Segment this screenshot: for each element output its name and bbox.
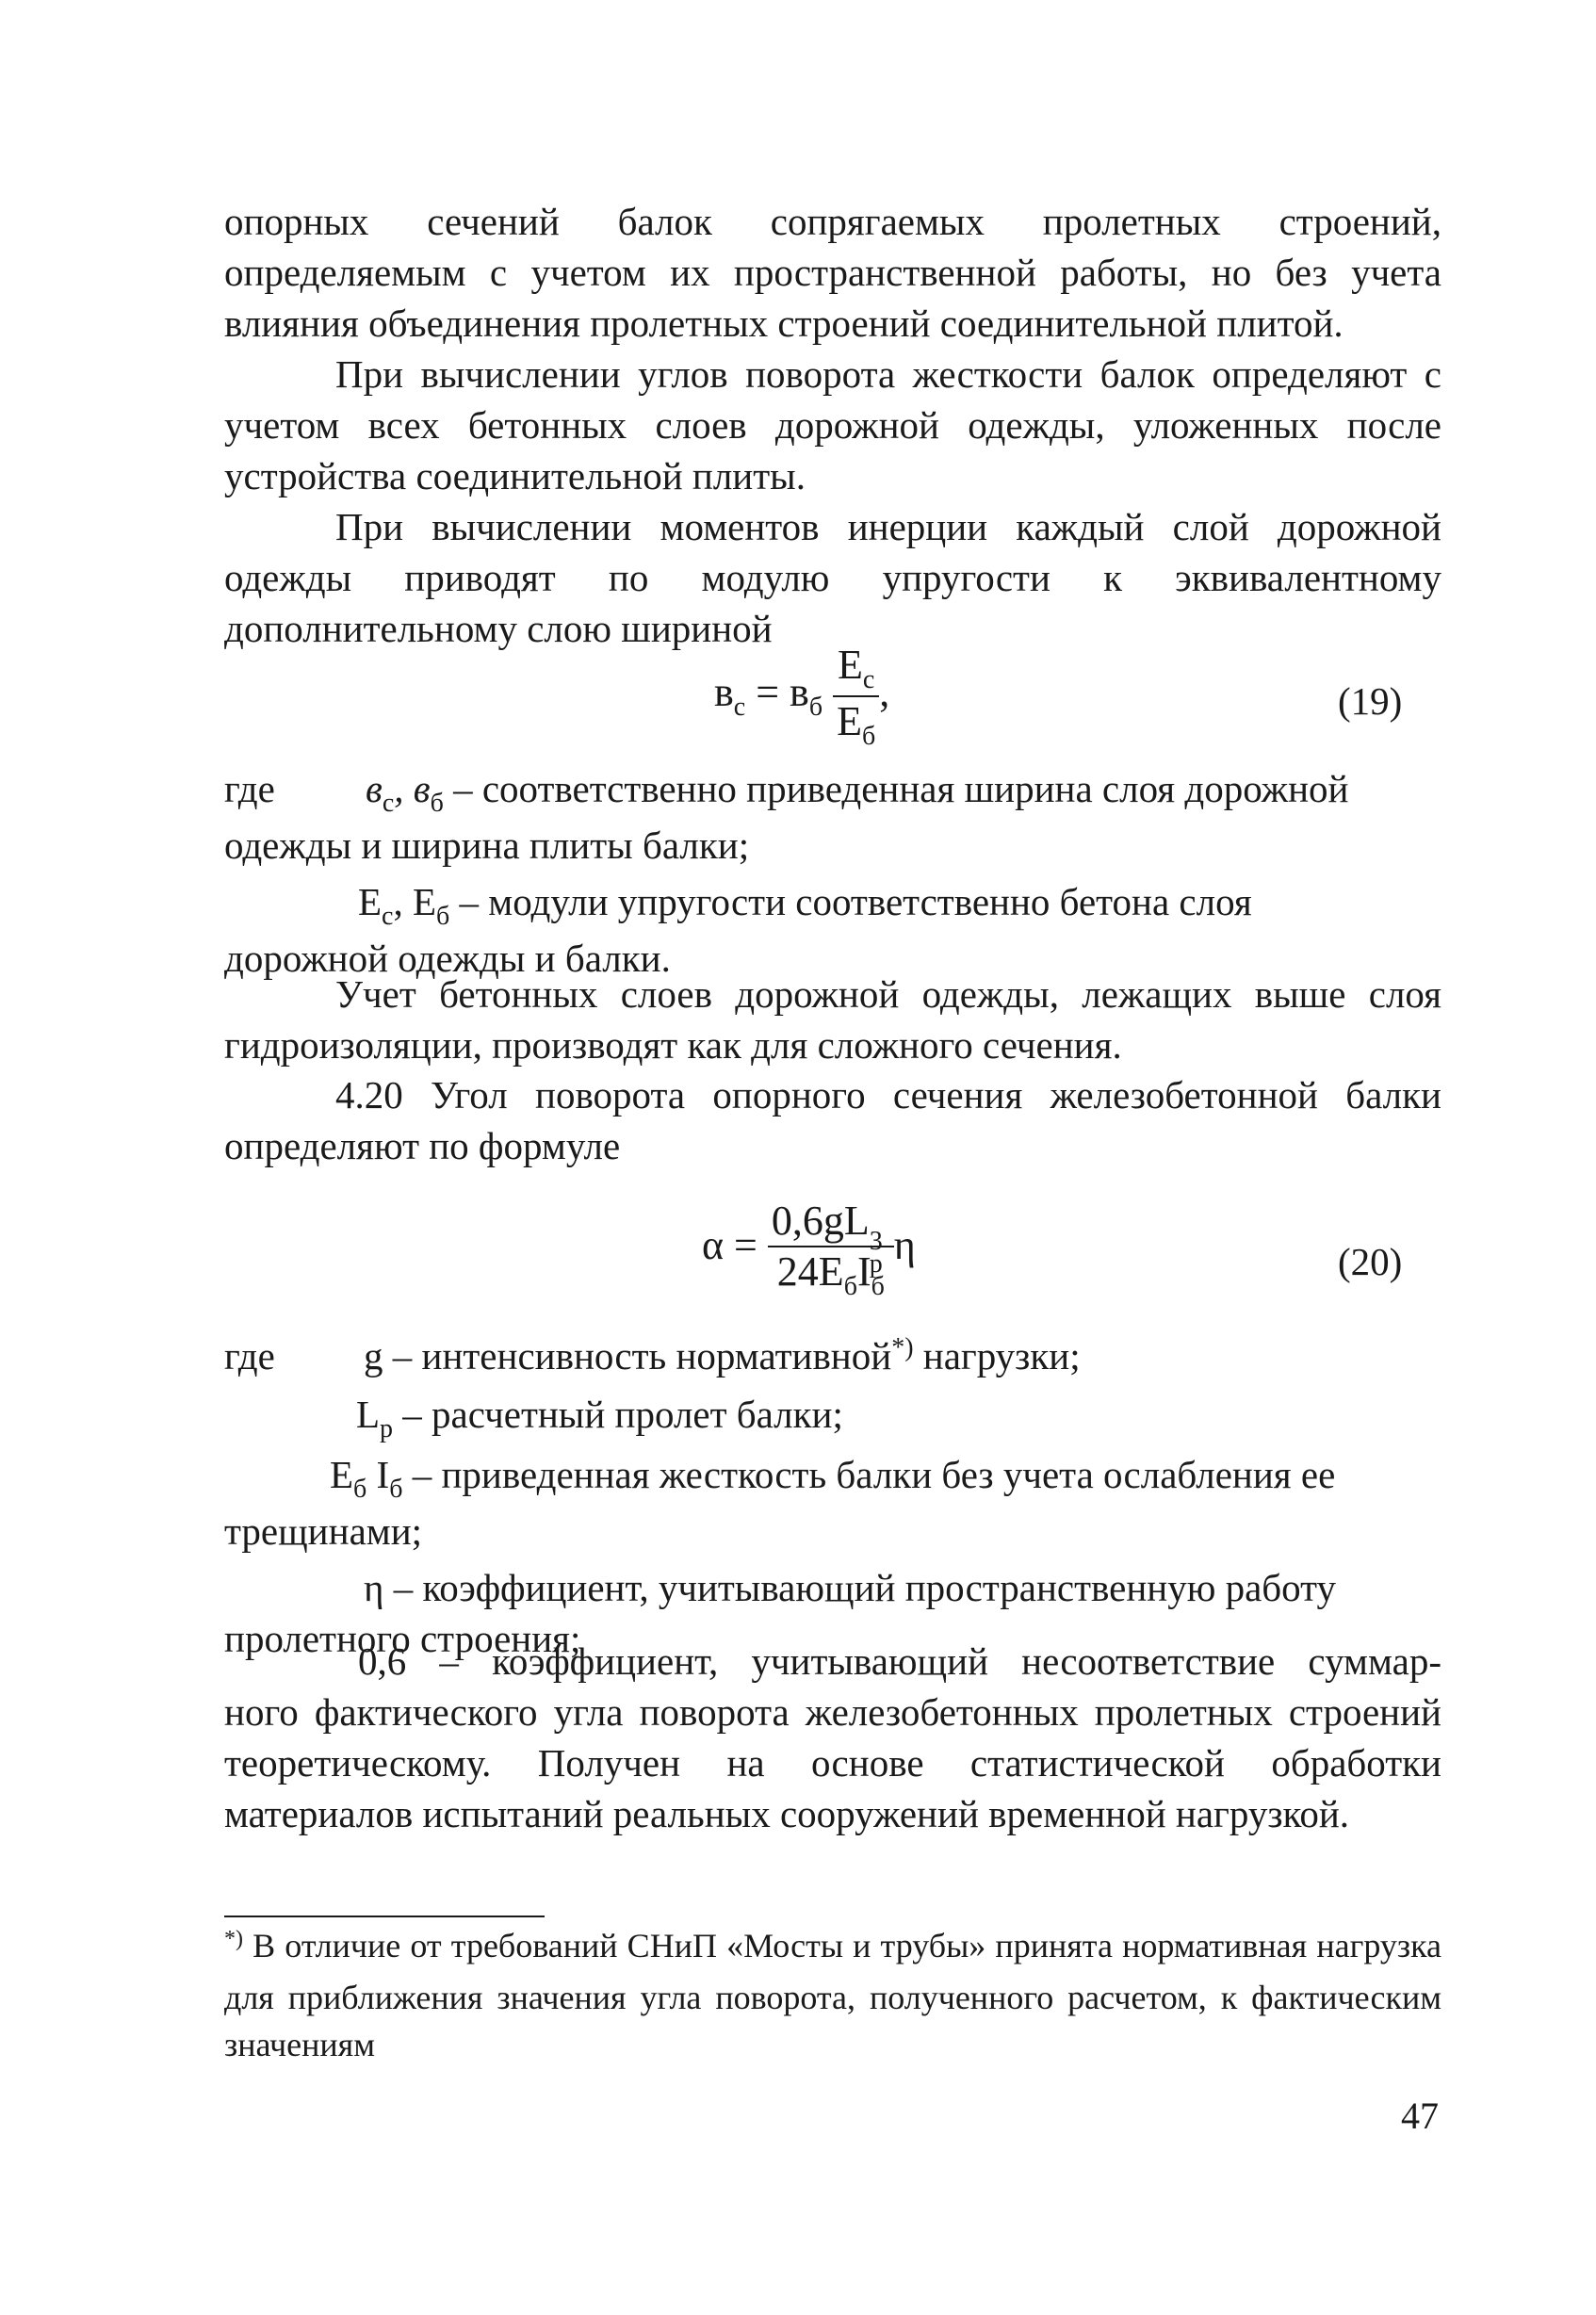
formula-20: α = 0,6gL 3 р $24Е_бI_б$ η [702, 1198, 916, 1301]
where-20-line-eta: η – коэффициент, учитывающий пространственную работу [364, 1566, 1337, 1609]
paragraph-6-rest: ного фактического угла поворота железобетонных пролетных строений теоретическому. Получен на основе статистической обработки материалов испытаний реальных сооружений временной нагрузкой. [224, 1690, 1441, 1835]
footnote-text: *) В отличие от требований СНиП «Мосты и трубы» принята нормативная нагрузка для приближения значения угла поворота, полученного расчетом, к фактическим значениям [224, 1927, 1441, 2063]
where-20-line-l: $L_р$ – расчетный пролет балки; [356, 1393, 843, 1443]
paragraph-3 [224, 501, 1441, 654]
footnote-separator [224, 1916, 545, 1917]
paragraph-1-rest: определяемым с учетом их пространственной работы, но без учета влияния объединения пролетных строений соединительной плитой. [224, 251, 1441, 345]
where-19-line-4: дорожной одежды и балки. [224, 937, 671, 980]
paragraph-2 [224, 349, 1441, 501]
paragraph-6 [224, 1636, 1441, 1839]
where-20-line-eta-cont: пролетного строения; [224, 1617, 581, 1660]
footnote [224, 1922, 1441, 2068]
equation-number-19: (19) [1338, 679, 1403, 723]
paragraph-5 [224, 1069, 1441, 1171]
paragraph-2-text: При вычислении углов поворота жесткости балок определяют с учетом всех бетонных слоев дорожной одежды, уложенных после устройства соединительной плиты. [224, 352, 1441, 497]
paragraph-3-text: При вычислении моментов инерции каждый слой дорожной одежды приводят по модулю упругости к эквивалентному дополнительному слою шириной [224, 505, 1441, 650]
equation-number-20: (20) [1338, 1240, 1403, 1283]
where-19 [224, 763, 1441, 984]
paragraph-6-line-1: 0,6 – коэффициент, учитывающий несоответствие суммар- [358, 1639, 1441, 1683]
formula-19: $в_с = в_б$ $\frac{Е_с}{Е_б}$ , [714, 642, 890, 751]
paragraph-4 [224, 969, 1441, 1070]
where-19-line-2: одежды и ширина плиты балки; [224, 823, 750, 867]
where-19-line-1: где $в_с$, $в_б$ – соответственно приведенная ширина слоя дорожной [224, 767, 1349, 818]
where-20-line-g: где g – интенсивность нормативной*) нагрузки; [224, 1333, 1081, 1378]
where-20-line-ei-cont: трещинами; [224, 1509, 423, 1553]
formula-19-fraction: $\frac{Е_с}{Е_б}$ [833, 641, 879, 752]
page-number: 47 [1401, 2095, 1439, 2137]
paragraph-1-line-1: опорных сечений балок сопрягаемых пролетных строений, [224, 200, 1441, 243]
where-19-line-3: $Е_с$, $Е_б$ – модули упругости соответственно бетона слоя [358, 880, 1252, 931]
where-20-line-ei: $Е_б$ $I_б$ – приведенная жесткость балки без учета ослабления ее [330, 1453, 1336, 1504]
paragraph-4-text: Учет бетонных слоев дорожной одежды, лежащих выше слоя гидроизоляции, производят как для сложного сечения. [224, 972, 1441, 1067]
paragraph-1 [224, 196, 1441, 349]
paragraph-5-text: 4.20 Угол поворота опорного сечения железобетонной балки определяют по формуле [224, 1073, 1441, 1167]
where-20 [224, 1330, 1441, 1664]
formula-20-fraction: 0,6gL 3 р $24Е_бI_б$ [768, 1197, 894, 1302]
